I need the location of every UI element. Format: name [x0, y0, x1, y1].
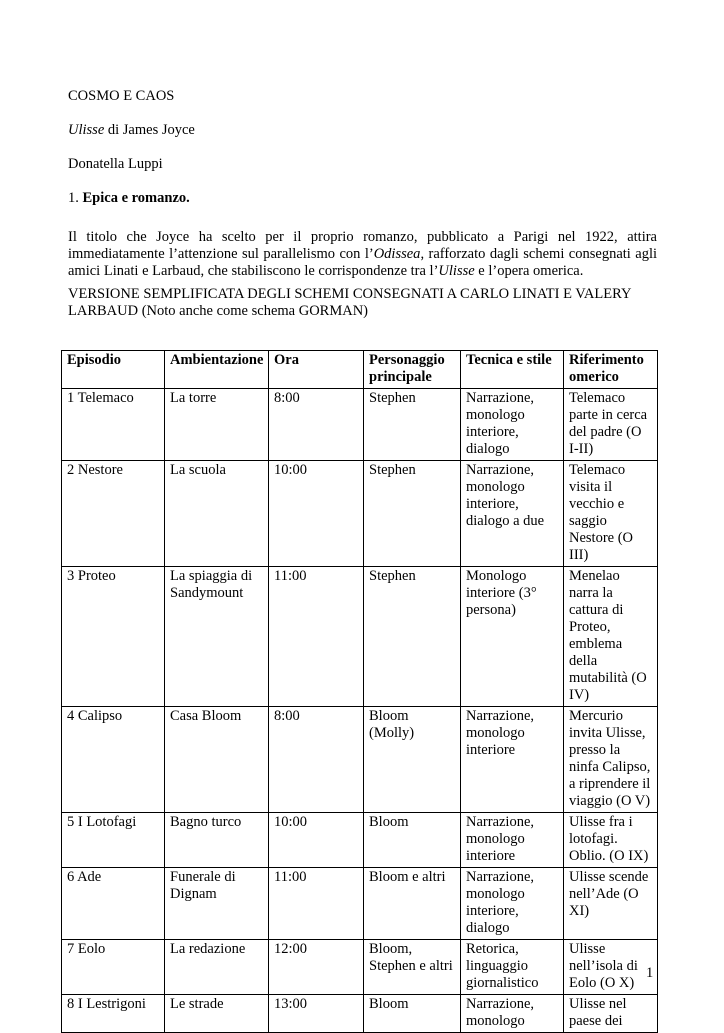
subtitle-work-title: Ulisse: [68, 122, 105, 138]
section-title: Epica e romanzo.: [82, 190, 190, 206]
table-cell: 7 Eolo: [62, 940, 165, 995]
paragraph-odissea: Odissea: [373, 246, 421, 262]
table-header-cell: Episodio: [62, 351, 165, 389]
table-cell: Bloom: [364, 995, 461, 1033]
table-cell: Bloom, Stephen e altri: [364, 940, 461, 995]
table-cell: 8:00: [269, 707, 364, 813]
table-header-row: [62, 351, 658, 389]
table-cell: Funerale di Dignam: [165, 868, 269, 940]
table-row: [62, 995, 658, 1033]
table-cell: 4 Calipso: [62, 707, 165, 813]
table-row: [62, 461, 658, 567]
table-cell: 11:00: [269, 567, 364, 707]
paragraph-ulisse: Ulisse: [438, 263, 475, 279]
table-cell: Narrazione, monologo interiore: [461, 813, 564, 868]
intro-paragraph: [68, 229, 657, 280]
table-cell: 2 Nestore: [62, 461, 165, 567]
paragraph-text: e l’opera omerica.: [474, 263, 584, 279]
subtitle-rest: di James Joyce: [104, 122, 195, 138]
table-cell: La spiaggia di Sandymount: [165, 567, 269, 707]
table-cell: Le strade: [165, 995, 269, 1033]
table-cell: 5 I Lotofagi: [62, 813, 165, 868]
table-row: [62, 940, 658, 995]
section-number: 1.: [68, 190, 83, 206]
table-cell: 6 Ade: [62, 868, 165, 940]
table-cell: Stephen: [364, 389, 461, 461]
table-cell: Telemaco visita il vecchio e saggio Nestore (O III): [564, 461, 658, 567]
table-cell: Stephen: [364, 567, 461, 707]
table-cell: 13:00: [269, 995, 364, 1033]
version-heading-line-2: LARBAUD (Noto anche come schema GORMAN): [68, 303, 369, 319]
table-cell: Narrazione, monologo interiore, dialogo: [461, 868, 564, 940]
table-row: [62, 567, 658, 707]
paragraph-text: , rafforzato dagli schemi consegnati agli amici Linati e Larbaud, che stabiliscono le corrispondenze tra l’: [68, 246, 658, 279]
table-cell: Stephen: [364, 461, 461, 567]
table-header-cell: Ambientazione: [165, 351, 269, 389]
table-cell: Ulisse scende nell’Ade (O XI): [564, 868, 658, 940]
version-heading-line-1: VERSIONE SEMPLIFICATA DEGLI SCHEMI CONSEGNATI A CARLO LINATI E VALERY: [68, 286, 632, 302]
table-cell: Narrazione, monologo interiore, dialogo a due: [461, 461, 564, 567]
table-cell: Menelao narra la cattura di Proteo, emblema della mutabilità (O IV): [564, 567, 658, 707]
table-header-cell: Ora: [269, 351, 364, 389]
document-subtitle: [68, 122, 195, 139]
table-header-cell: Riferimento omerico: [564, 351, 658, 389]
table-cell: 8 I Lestrigoni: [62, 995, 165, 1033]
table-cell: Casa Bloom: [165, 707, 269, 813]
page-number: 1: [646, 965, 654, 981]
table-cell: Mercurio invita Ulisse, presso la ninfa Calipso, a riprendere il viaggio (O V): [564, 707, 658, 813]
table-cell: 10:00: [269, 813, 364, 868]
table-cell: Retorica, linguaggio giornalistico: [461, 940, 564, 995]
document-title: COSMO E CAOS: [68, 88, 175, 104]
table-cell: La torre: [165, 389, 269, 461]
table-cell: La redazione: [165, 940, 269, 995]
table-row: [62, 868, 658, 940]
table-cell: Telemaco parte in cerca del padre (O I-II): [564, 389, 658, 461]
table-cell: 8:00: [269, 389, 364, 461]
table-cell: Bloom: [364, 813, 461, 868]
table-cell: Monologo interiore (3° persona): [461, 567, 564, 707]
episodes-table: [61, 350, 658, 1033]
table-cell: Bagno turco: [165, 813, 269, 868]
author-name: Donatella Luppi: [68, 156, 163, 172]
table-row: [62, 389, 658, 461]
table-cell: La scuola: [165, 461, 269, 567]
table-cell: Narrazione, monologo: [461, 995, 564, 1033]
table-cell: Ulisse nell’isola di Eolo (O X): [564, 940, 658, 995]
table-cell: Ulisse fra i lotofagi. Oblio. (O IX): [564, 813, 658, 868]
table-cell: Narrazione, monologo interiore: [461, 707, 564, 813]
paragraph-text: Il titolo che Joyce ha scelto per il proprio romanzo, pubblicato a Parigi nel 1922, attira immediatamente l’attenzione sul parallelismo con l’: [68, 229, 657, 262]
table-cell: Bloom (Molly): [364, 707, 461, 813]
table-cell: 10:00: [269, 461, 364, 567]
table-cell: Ulisse nel paese dei: [564, 995, 658, 1033]
table-row: [62, 813, 658, 868]
section-heading: [68, 190, 190, 207]
table-cell: 12:00: [269, 940, 364, 995]
table-cell: 3 Proteo: [62, 567, 165, 707]
table-cell: Narrazione, monologo interiore, dialogo: [461, 389, 564, 461]
table-header-cell: Personaggio principale: [364, 351, 461, 389]
table-cell: 11:00: [269, 868, 364, 940]
table-cell: 1 Telemaco: [62, 389, 165, 461]
table-row: [62, 707, 658, 813]
table-header-cell: Tecnica e stile: [461, 351, 564, 389]
table-cell: Bloom e altri: [364, 868, 461, 940]
